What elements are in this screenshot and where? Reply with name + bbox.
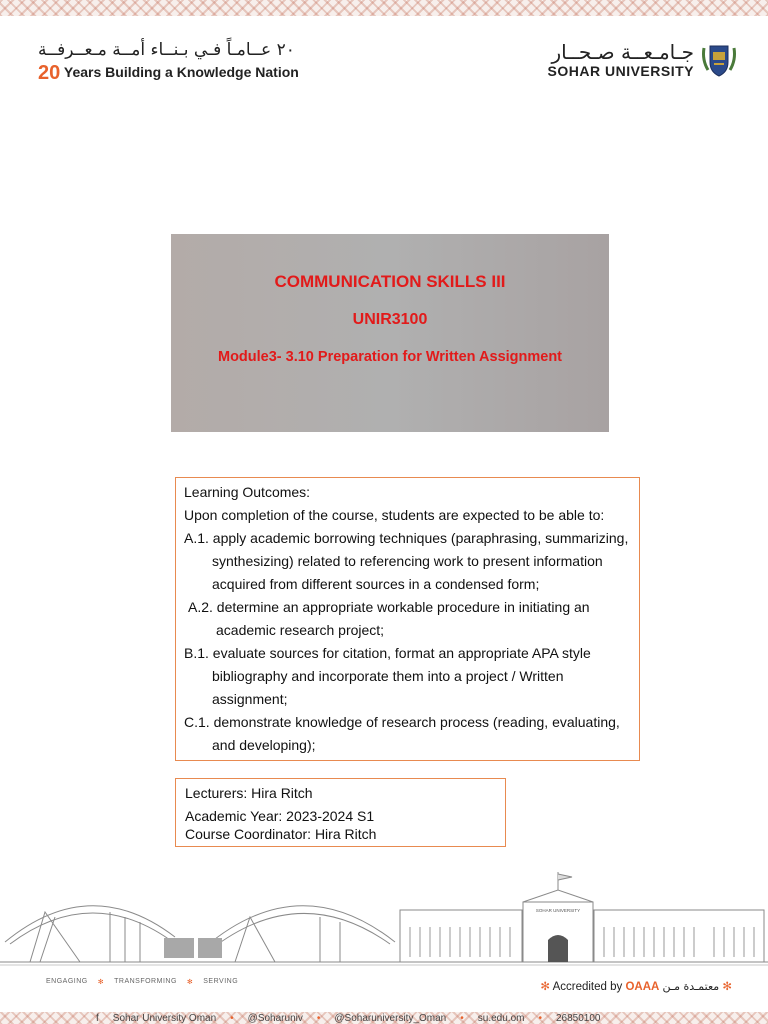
accredited-prefix: Accredited by <box>552 981 623 993</box>
separator-dot: • <box>230 1013 234 1024</box>
phone-number: 26850100 <box>555 1013 601 1024</box>
anniversary-logo <box>38 40 306 85</box>
university-name <box>548 41 694 79</box>
anniversary-english-text <box>38 62 306 85</box>
learning-outcomes-box <box>175 477 640 761</box>
slogan-transforming: TRANSFORMING <box>114 978 177 985</box>
separator-dot: • <box>538 1013 542 1024</box>
building-sign: SOHAR UNIVERSITY <box>535 908 581 913</box>
course-title-box <box>171 234 609 432</box>
star-icon: ✻ <box>540 981 550 993</box>
star-icon: ✻ <box>186 979 194 986</box>
facebook-link[interactable]: Sohar University Oman <box>112 1013 217 1024</box>
anniversary-tagline: Years Building a Knowledge Nation <box>63 64 299 80</box>
course-name: COMMUNICATION SKILLS III <box>274 272 506 291</box>
campus-building-illustration <box>0 872 768 972</box>
accreditation-badge <box>540 979 732 993</box>
contact-footer <box>0 1012 768 1024</box>
university-logo <box>548 40 738 80</box>
anniversary-arabic-text: ٢٠ عــامـاً فـي بـنــاء أمــة مـعــرفــة <box>38 40 295 60</box>
outcome-item: A.1. apply academic borrowing techniques (paraphrasing, summarizing, synthesizing) related to referencing work to present information acquired from different sources in a condensed form; <box>184 530 629 592</box>
anniversary-number: 20 <box>38 62 61 84</box>
course-code: UNIR3100 <box>352 311 428 328</box>
lecturer-info-box <box>175 778 506 847</box>
university-crest-icon <box>700 40 738 80</box>
top-pattern-band <box>0 0 768 16</box>
university-slogans <box>46 978 238 986</box>
accredited-arabic: معتمـدة مـن <box>662 980 720 993</box>
outcomes-intro: Upon completion of the course, students are expected to be able to: <box>184 507 605 523</box>
slogan-engaging: ENGAGING <box>46 978 88 985</box>
accredited-org: OAAA <box>625 981 660 993</box>
separator-dot: • <box>316 1013 321 1024</box>
facebook-icon: f <box>96 1013 99 1024</box>
star-icon: ✻ <box>722 981 732 993</box>
slogan-serving: SERVING <box>203 978 239 985</box>
outcomes-heading: Learning Outcomes: <box>184 484 311 500</box>
twitter-link[interactable]: @Soharuniv <box>247 1013 303 1024</box>
instagram-link[interactable]: @Soharuniversity_Oman <box>334 1013 447 1024</box>
star-icon: ✻ <box>97 979 105 986</box>
module-title: Module3- 3.10 Preparation for Written Assignment <box>217 349 563 365</box>
course-coordinator: Course Coordinator: Hira Ritch <box>185 826 377 842</box>
separator-dot: • <box>460 1013 464 1024</box>
lecturer-name: Lecturers: Hira Ritch <box>185 785 313 801</box>
website-link[interactable]: su.edu.om <box>477 1013 525 1024</box>
university-name-arabic: جـامـعــة صـحــار <box>551 40 694 64</box>
outcome-item: C.1. demonstrate knowledge of research process (reading, evaluating, and developing); <box>184 714 620 753</box>
university-name-english: SOHAR UNIVERSITY <box>547 63 694 79</box>
outcome-item: A.2. determine an appropriate workable procedure in initiating an academic research project; <box>188 599 590 638</box>
academic-year: Academic Year: 2023-2024 S1 <box>185 808 375 824</box>
outcome-item: B.1. evaluate sources for citation, format an appropriate APA style bibliography and incorporate them into a project / Written assignment; <box>184 645 591 707</box>
